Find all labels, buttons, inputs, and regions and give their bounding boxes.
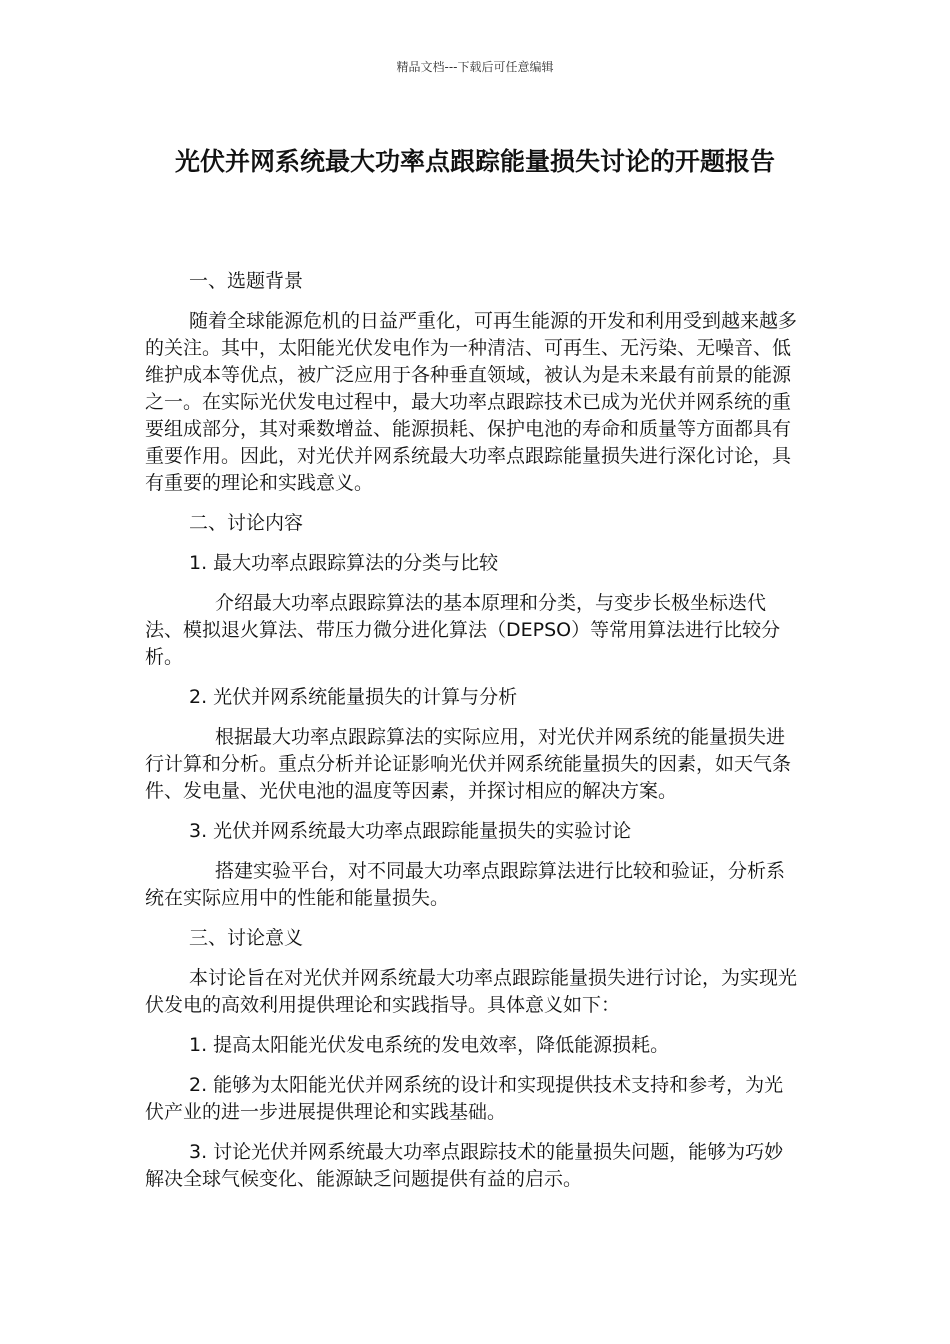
section2-item1-text: 介绍最大功率点跟踪算法的基本原理和分类，与变步长极坐标迭代法、模拟退火算法、带压力微分进化算法（DEPSO）等常用算法进行比较分析。 bbox=[145, 592, 781, 668]
section3-point-3: 3. 讨论光伏并网系统最大功率点跟踪技术的能量损失问题，能够为巧妙解决全球气候变化、能源缺乏问题提供有益的启示。 bbox=[145, 1141, 784, 1190]
document-body bbox=[145, 268, 800, 1206]
section3-intro: 本讨论旨在对光伏并网系统最大功率点跟踪能量损失进行讨论，为实现光伏发电的高效利用提供理论和实践指导。具体意义如下： bbox=[145, 967, 798, 1016]
section2-heading: 二、讨论内容 bbox=[189, 512, 304, 534]
section2-item2-title: 2. 光伏并网系统能量损失的计算与分析 bbox=[189, 686, 518, 708]
section1-paragraph: 随着全球能源危机的日益严重化，可再生能源的开发和利用受到越来越多的关注。其中，太阳能光伏发电作为一种清洁、可再生、无污染、无噪音、低维护成本等优点，被广泛应用于各种垂直领域，被认为是未来最有前景的能源之一。在实际光伏发电过程中，最大功率点跟踪技术已成为光伏并网系统的重要组成部分，其对乘数增益、能源损耗、保护电池的寿命和质量等方面都具有重要作用。因此，对光伏并网系统最大功率点跟踪能量损失进行深化讨论，具有重要的理论和实践意义。 bbox=[145, 310, 798, 494]
section2-item1-title: 1. 最大功率点跟踪算法的分类与比较 bbox=[189, 552, 499, 574]
header-note: 精品文档---下载后可任意编辑 bbox=[396, 60, 554, 74]
section2-item3-title: 3. 光伏并网系统最大功率点跟踪能量损失的实验讨论 bbox=[189, 820, 632, 842]
section2-item2-text: 根据最大功率点跟踪算法的实际应用，对光伏并网系统的能量损失进行计算和分析。重点分析并论证影响光伏并网系统能量损失的因素，如天气条件、发电量、光伏电池的温度等因素，并探讨相应的解决方案。 bbox=[145, 726, 792, 802]
section3-point-1: 1. 提高太阳能光伏发电系统的发电效率，降低能源损耗。 bbox=[189, 1034, 670, 1056]
section3-point-2: 2. 能够为太阳能光伏并网系统的设计和实现提供技术支持和参考，为光伏产业的进一步进展提供理论和实践基础。 bbox=[145, 1074, 784, 1123]
section2-item3-text: 搭建实验平台，对不同最大功率点跟踪算法进行比较和验证，分析系统在实际应用中的性能和能量损失。 bbox=[145, 860, 786, 909]
section1-heading: 一、选题背景 bbox=[189, 270, 304, 292]
section3-heading: 三、讨论意义 bbox=[189, 927, 304, 949]
document-title: 光伏并网系统最大功率点跟踪能量损失讨论的开题报告 bbox=[174, 147, 775, 176]
